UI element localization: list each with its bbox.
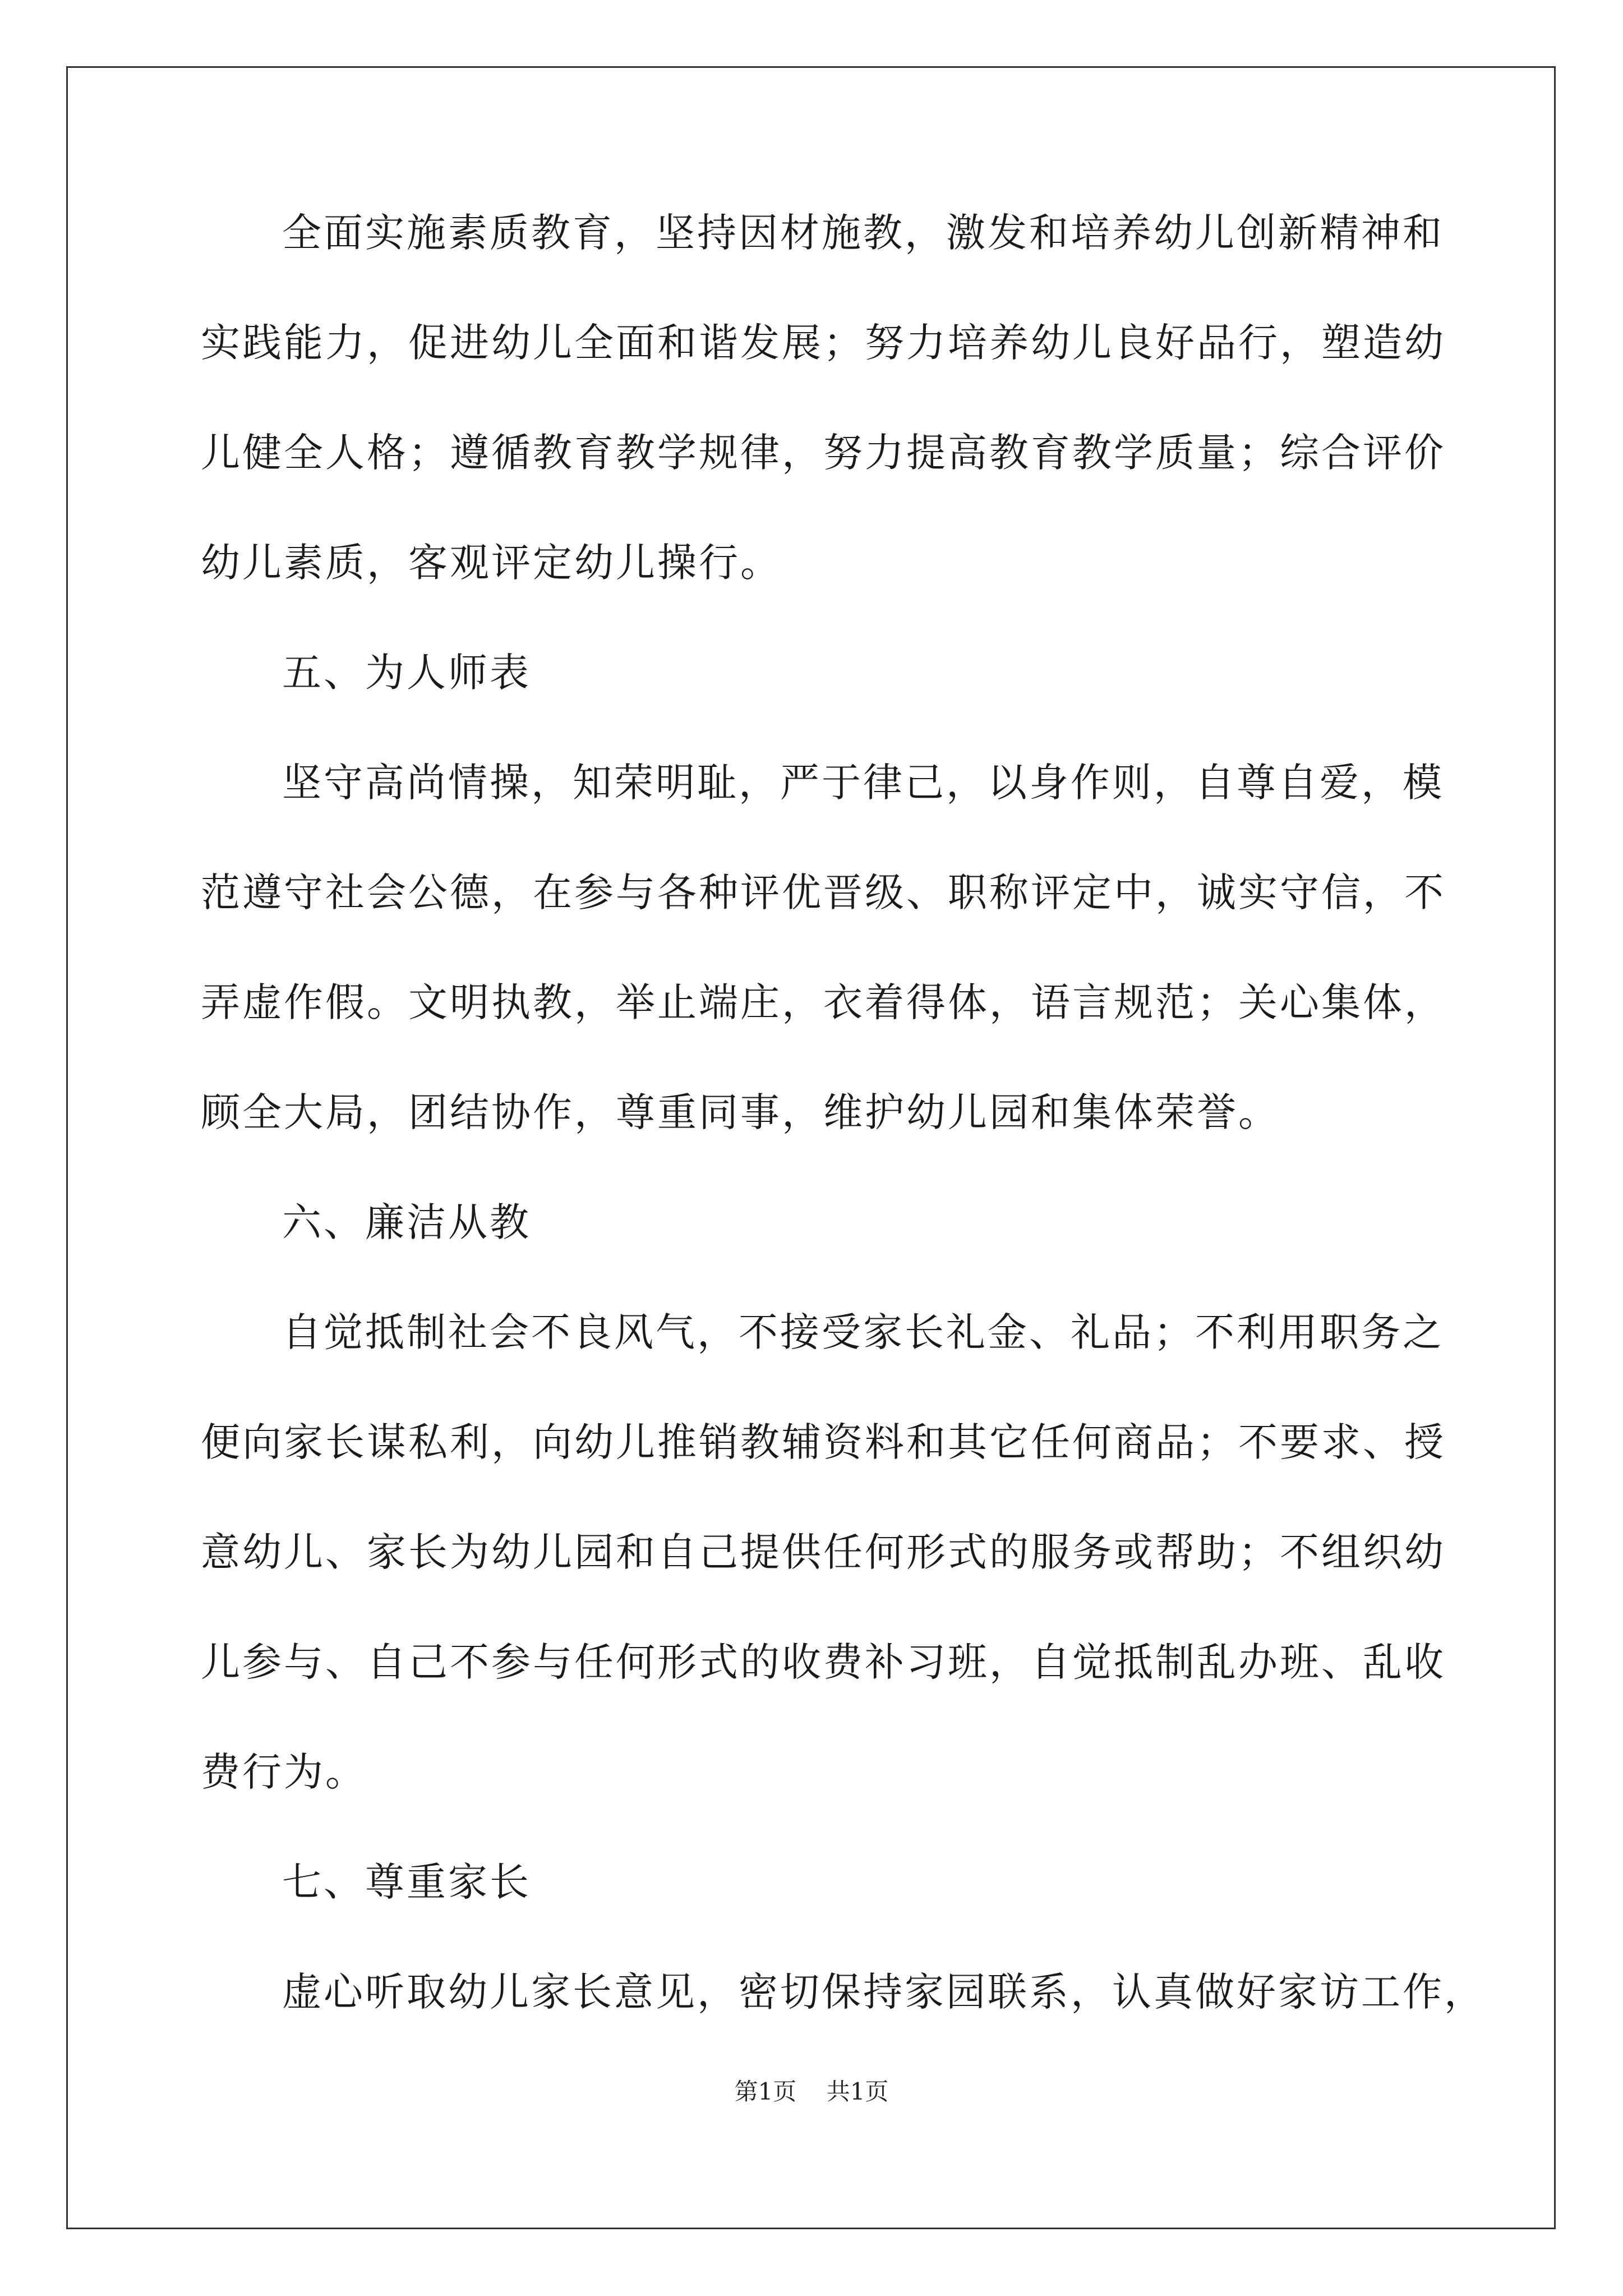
footer-spacer — [796, 2078, 826, 2105]
paragraph-line: 全面实施素质教育，坚持因材施教，激发和培养幼儿创新精神和 — [282, 210, 1444, 256]
paragraph-line: 范遵守社会公德，在参与各种评优晋级、职称评定中，诚实守信，不 — [201, 869, 1446, 915]
paragraph-line: 虚心听取幼儿家长意见，密切保持家园联系，认真做好家访工作， — [282, 1969, 1486, 2015]
paragraph-line: 弄虚作假。文明执教，举止端庄，衣着得体，语言规范；关心集体， — [201, 979, 1446, 1025]
page-total: 共1页 — [826, 2078, 889, 2105]
section-heading: 五、为人师表 — [282, 650, 531, 696]
paragraph-line: 儿参与、自己不参与任何形式的收费补习班，自觉抵制乱办班、乱收 — [201, 1639, 1446, 1685]
paragraph-line: 实践能力，促进幼儿全面和谐发展；努力培养幼儿良好品行，塑造幼 — [201, 320, 1446, 366]
paragraph-line: 顾全大局，团结协作，尊重同事，维护幼儿园和集体荣誉。 — [201, 1089, 1280, 1135]
paragraph-line: 费行为。 — [201, 1749, 367, 1795]
page-footer — [0, 2080, 1623, 2104]
section-heading: 六、廉洁从教 — [282, 1199, 531, 1245]
paragraph-line: 自觉抵制社会不良风气，不接受家长礼金、礼品；不利用职务之 — [282, 1309, 1444, 1355]
paragraph-line: 意幼儿、家长为幼儿园和自己提供任何形式的服务或帮助；不组织幼 — [201, 1529, 1446, 1575]
section-heading: 七、尊重家长 — [282, 1859, 531, 1905]
paragraph-line: 便向家长谋私利，向幼儿推销教辅资料和其它任何商品；不要求、授 — [201, 1419, 1446, 1465]
paragraph-line: 儿健全人格；遵循教育教学规律，努力提高教育教学质量；综合评价 — [201, 430, 1446, 476]
page-number: 第1页 — [734, 2078, 797, 2105]
paragraph-line: 坚守高尚情操，知荣明耻，严于律己，以身作则，自尊自爱，模 — [282, 760, 1444, 806]
paragraph-line: 幼儿素质，客观评定幼儿操行。 — [201, 540, 782, 586]
